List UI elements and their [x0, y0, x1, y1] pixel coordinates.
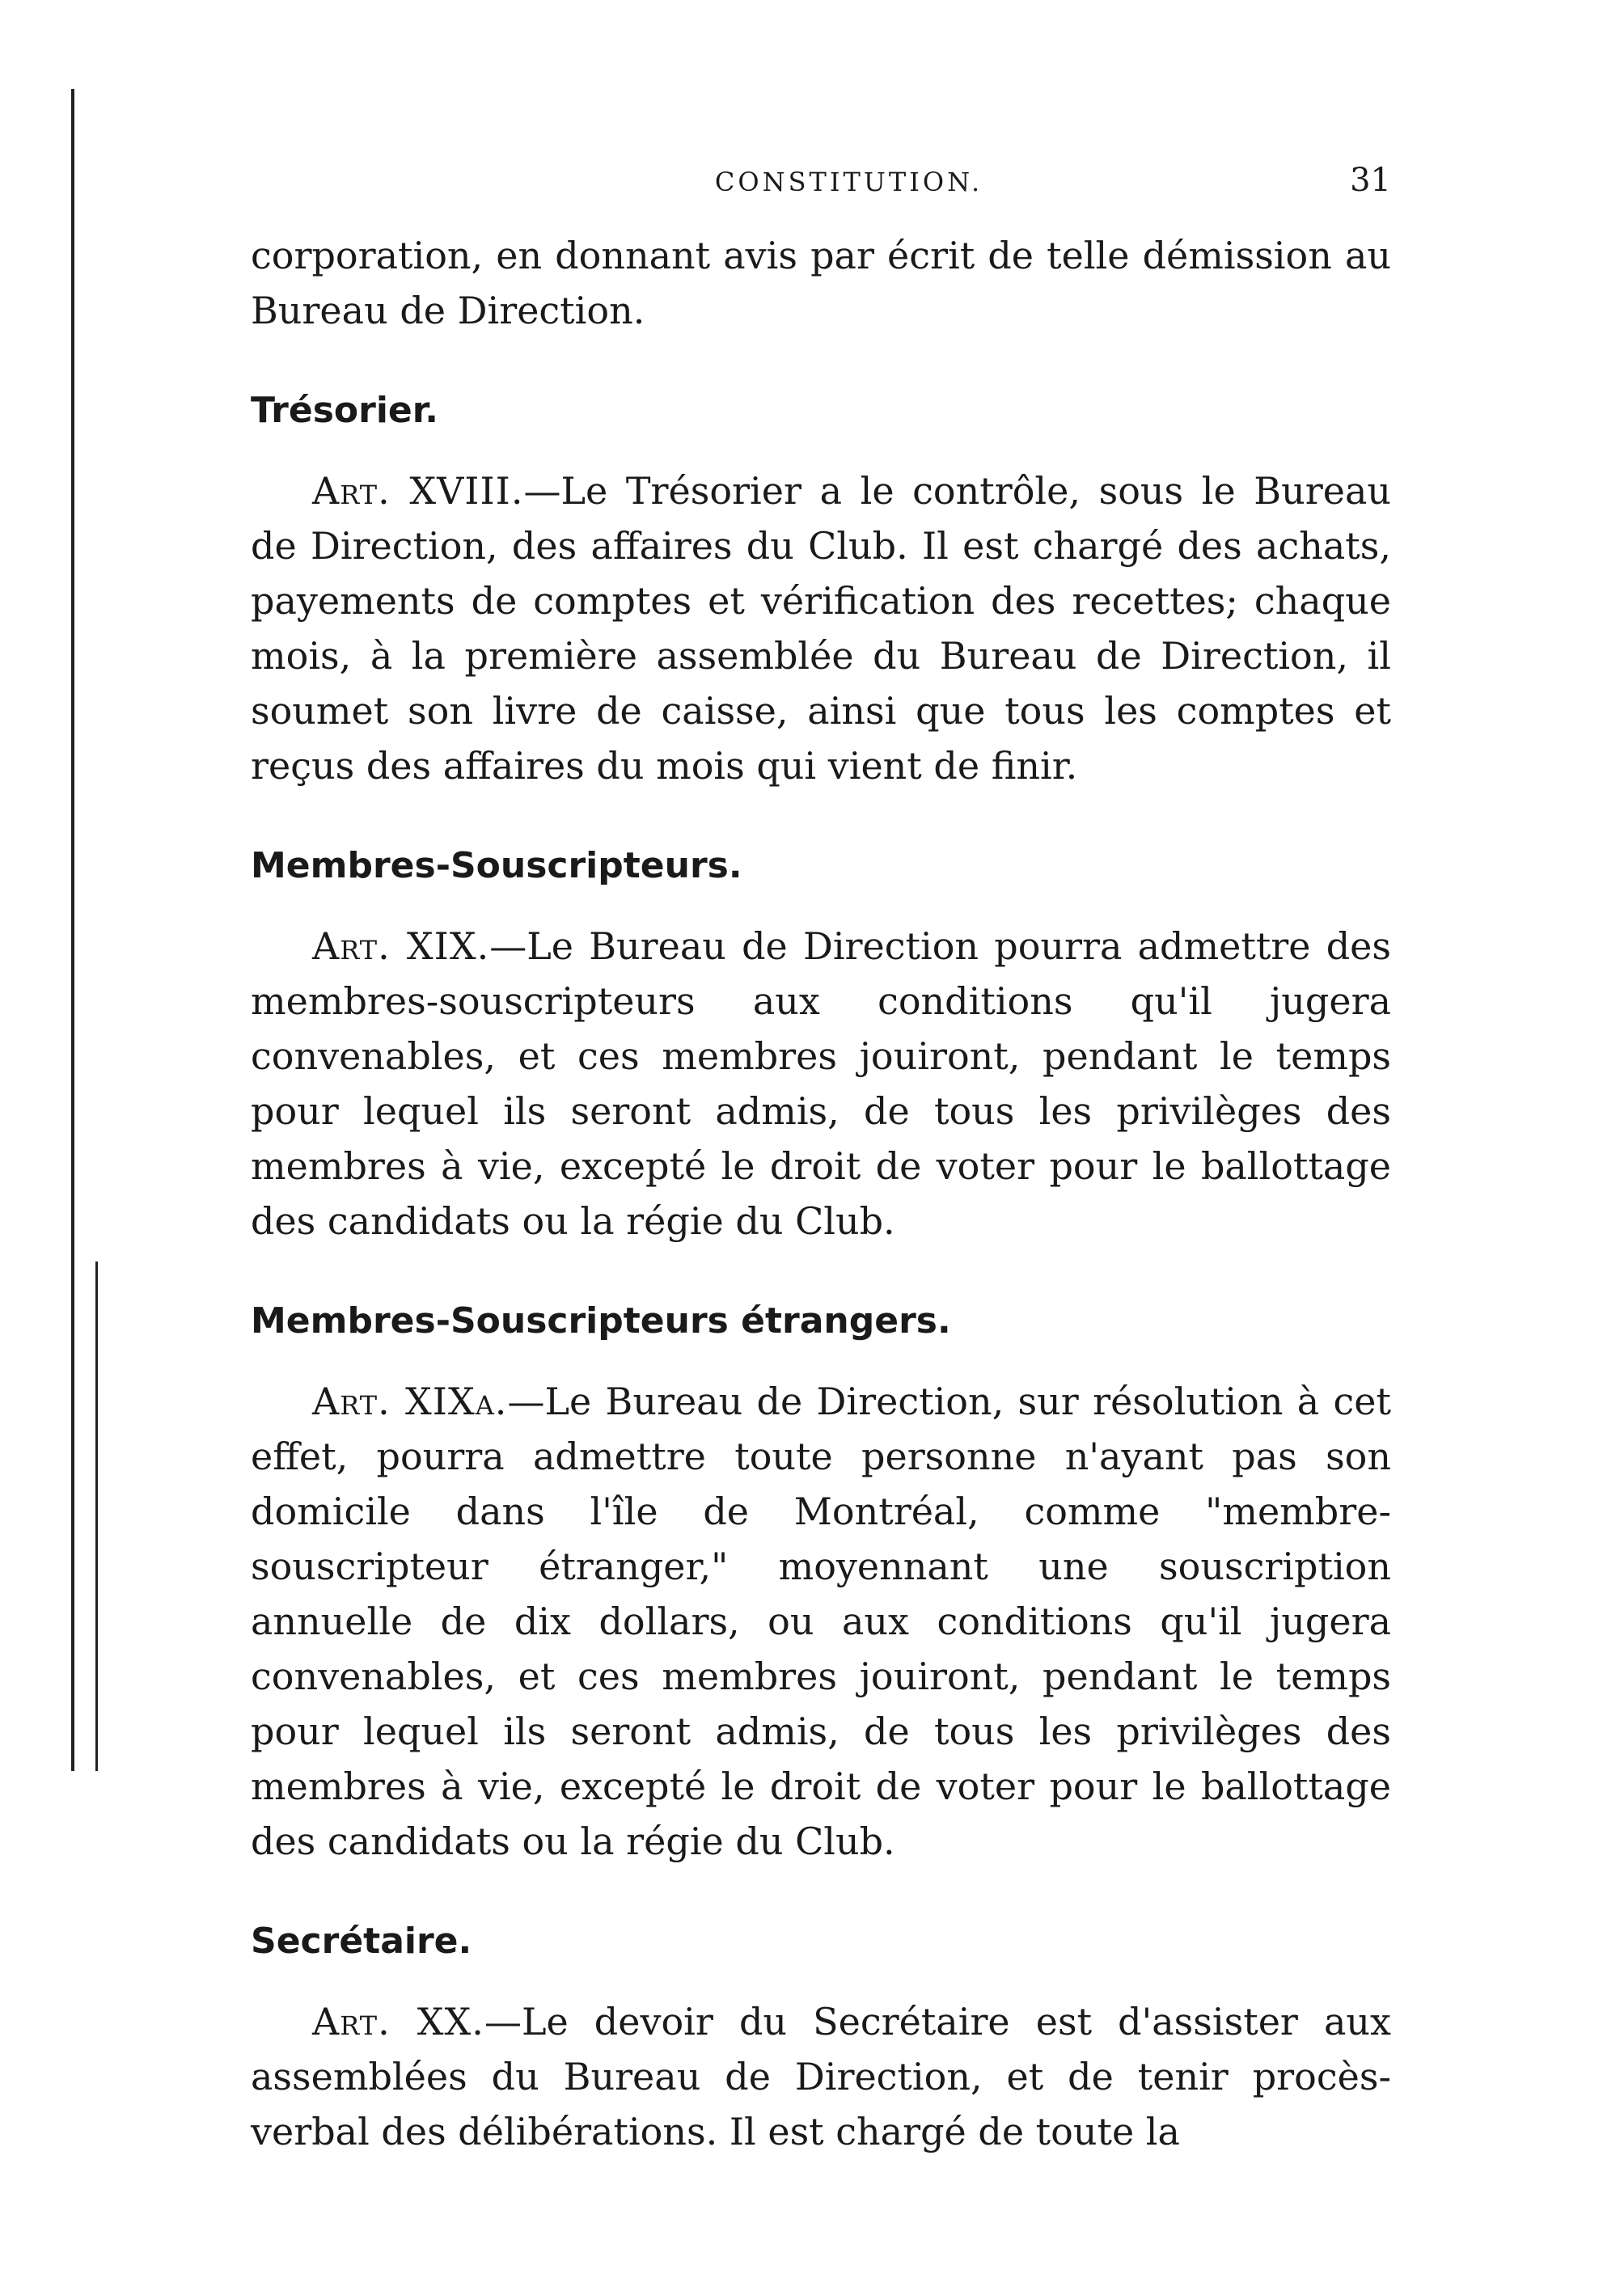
margin-rule-inner: [95, 1262, 98, 1771]
section-heading: Trésorier.: [251, 390, 438, 431]
section-heading: Secrétaire.: [251, 1921, 472, 1962]
article-text: —Le Bureau de Direction pourra admettre des membres-souscripteurs aux conditions qu'il jugera convenables, et ces membres jouiront, pendant le temps pour lequel ils seront admis, de tous les privilèges des membres à vie, excepté le droit de voter pour le ballottage des candidats ou la régie du Club.: [251, 924, 1391, 1243]
margin-rule: [71, 89, 74, 1771]
section-tresorier: [251, 390, 1391, 793]
article-text: —Le Bureau de Direction, sur résolution à cet effet, pourra admettre toute personne n'ayant pas son domicile dans l'île de Montréal, comme "membre-souscripteur étranger," moyennant une souscription annuelle de dix dollars, ou aux conditions qu'il jugera convenables, et ces membres jouiront, pendant le temps pour lequel ils seront admis, de tous les privilèges des membres à vie, excepté le droit de voter pour le ballottage des candidats ou la régie du Club.: [251, 1380, 1391, 1863]
article-text: —Le devoir du Secrétaire est d'assister aux assemblées du Bureau de Direction, et de tenir procès-verbal des délibérations. Il est chargé de toute la: [251, 2000, 1391, 2153]
article-paragraph: [251, 1374, 1391, 1869]
article-label: Art. XVIII.: [312, 469, 524, 513]
section-heading: Membres-Souscripteurs.: [251, 845, 742, 886]
article-paragraph: [251, 463, 1391, 793]
article-label: Art. XIX.: [312, 924, 490, 968]
article-label: Art. XX.: [312, 2000, 484, 2043]
intro-paragraph: corporation, en donnant avis par écrit de telle démission au Bureau de Direction.: [251, 234, 1391, 332]
section-membres-souscripteurs-etrangers: [251, 1300, 1391, 1869]
page-number: 31: [1350, 162, 1391, 199]
book-page: [251, 162, 1391, 2159]
article-paragraph: [251, 1994, 1391, 2159]
article-paragraph: [251, 919, 1391, 1249]
section-secretaire: [251, 1921, 1391, 2159]
article-text: —Le Trésorier a le contrôle, sous le Bureau de Direction, des affaires du Club. Il est chargé des achats, payements de comptes et vérification des recettes; chaque mois, à la première assemblée du Bureau de Direction, il soumet son livre de caisse, ainsi que tous les comptes et reçus des affaires du mois qui vient de finir.: [251, 469, 1391, 788]
section-heading: Membres-Souscripteurs étrangers.: [251, 1300, 951, 1342]
running-head: [251, 162, 1391, 199]
running-title: CONSTITUTION.: [714, 167, 983, 197]
section-membres-souscripteurs: [251, 845, 1391, 1249]
article-label: Art. XIXa.: [312, 1380, 508, 1423]
